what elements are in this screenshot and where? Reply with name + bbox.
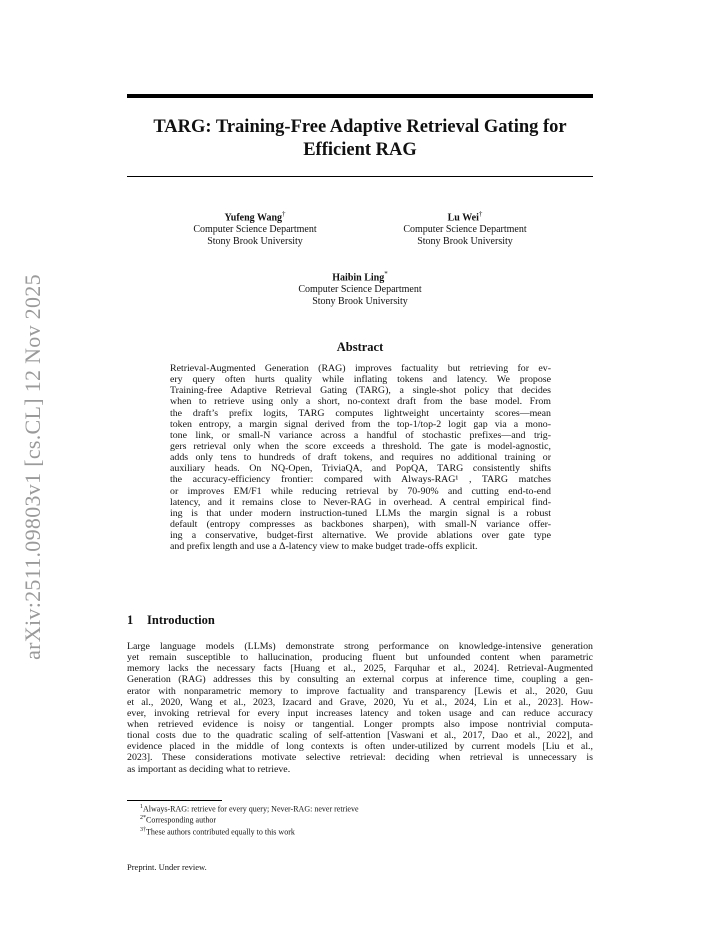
author-name: Lu Wei [447, 212, 479, 224]
footnote [140, 826, 580, 837]
abstract-line: ing a conservative, budget-first alternative. We provide ablations over gate type [170, 530, 551, 542]
section-title: Introduction [147, 613, 215, 627]
intro-line: ever, invoking retrieval for every input increases latency and token usage and can reduce accuracy [127, 707, 593, 719]
author-university: Stony Brook University [312, 296, 408, 308]
intro-line: Generation (RAG) addresses this by consulting an external corpus at inference time, coupling a gen- [127, 674, 593, 686]
intro-line: as important as deciding what to retrieve. [127, 763, 291, 775]
abstract-line: gers retrieval only when the score exceeds a threshold. The gate is model-agnostic, [170, 440, 551, 452]
author-block [385, 208, 545, 248]
author-mark: † [478, 210, 483, 218]
abstract-line: tone link, or small-N variance across a handful of stochastic prefixes—and trig- [170, 429, 551, 441]
abstract-body [170, 363, 551, 552]
footnote-text: These authors contributed equally to this work [146, 827, 295, 837]
section-heading [127, 613, 215, 628]
abstract-line: when to retrieve using only a short, no-context draft from the base model. From [170, 396, 551, 408]
abstract-line: or improves EM/F1 while reducing retrieval by 70-90% and cutting end-to-end [170, 485, 551, 497]
author-department: Computer Science Department [298, 284, 422, 296]
author-block [175, 208, 335, 248]
arxiv-id-text: arXiv:2511.09803v1 [cs.CL] 12 Nov 2025 [20, 274, 46, 660]
footnote-text: Always-RAG: retrieve for every query; Never-RAG: never retrieve [143, 804, 359, 814]
intro-line: evidence placed in the middle of long contexts is often under-utilized by current models [Liu et al., [127, 741, 593, 753]
abstract-line: auxiliary heads. On NQ-Open, TriviaQA, and PopQA, TARG consistently shifts [170, 463, 551, 475]
paper-title [127, 116, 593, 162]
footnote-mark: 1 [140, 804, 143, 810]
footnote [140, 803, 580, 814]
abstract-line: default (entropy compresses as backbones sharpen), with small-N variance offer- [170, 518, 551, 530]
abstract-line: ery query often hurts quality while inflating tokens and latency. We propose [170, 374, 551, 386]
author-mark: † [282, 210, 286, 218]
intro-line: yet remain susceptible to hallucination, producing fluent but unfounded content when parametric [127, 652, 593, 664]
author-university: Stony Brook University [207, 236, 303, 248]
footnote-mark: 3† [140, 826, 146, 833]
footnote-text: Corresponding author [146, 815, 216, 825]
abstract-line: ing is that under modern instruction-tuned LLMs the margin signal is a robust [170, 507, 551, 519]
footnotes [140, 803, 580, 837]
abstract-line: and prefix length and use a Δ-latency view to make budget trade-offs explicit. [170, 541, 478, 553]
intro-line: when retrieved evidence is noisy or tangential. Longer prompts also impose nontrivial computa- [127, 718, 593, 730]
author-name: Yufeng Wang [224, 212, 283, 224]
abstract-line: latency, and it remains close to Never-RAG in overhead. A central empirical find- [170, 496, 551, 508]
author-mark: * [384, 270, 388, 278]
author-department: Computer Science Department [403, 224, 527, 236]
intro-line: memory lacks the necessary facts [Huang et al., 2025, Farquhar et al., 2024]. Retrieval-Augmented [127, 663, 593, 675]
abstract-line: the draft’s prefix logits, TARG computes lightweight uncertainty scores—mean [170, 407, 551, 419]
section-number: 1 [127, 613, 134, 627]
intro-line: tional costs due to the quadratic scaling of self-attention [Vaswani et al., 2017, Dao et al., 2022], and [127, 730, 593, 742]
intro-line: 2023]. These considerations motivate selective retrieval: deciding when retrieval is unnecessary is [127, 752, 593, 764]
abstract-line: token entropy, a margin signal derived from the top-1/top-2 logit gap via a mono- [170, 418, 551, 430]
author-department: Computer Science Department [193, 224, 317, 236]
footnote-rule [127, 800, 222, 801]
preprint-note: Preprint. Under review. [127, 862, 207, 872]
title-bottom-rule [127, 176, 593, 177]
arxiv-identifier-stamp [18, 262, 48, 672]
author-name: Haibin Ling [332, 272, 385, 284]
introduction-body [127, 641, 593, 775]
title-line: TARG: Training-Free Adaptive Retrieval Gating for [153, 117, 567, 137]
intro-line: erator with nonparametric memory to improve factuality and transparency [Lewis et al., 2020, Guu [127, 685, 593, 697]
title-top-rule [127, 94, 593, 98]
abstract-heading: Abstract [336, 340, 384, 354]
author-university: Stony Brook University [417, 236, 513, 248]
footnote [140, 814, 580, 825]
author-block [280, 268, 440, 308]
intro-line: Large language models (LLMs) demonstrate strong performance on knowledge-intensive generation [127, 641, 593, 652]
abstract-line: adds only tens to hundreds of draft tokens, and requires no additional training or [170, 452, 551, 464]
abstract-line: Retrieval-Augmented Generation (RAG) improves factuality but retrieving for ev- [170, 363, 551, 374]
title-line: Efficient RAG [303, 140, 417, 160]
abstract-line: Training-free Adaptive Retrieval Gating (TARG), a single-shot policy that decides [170, 385, 551, 397]
intro-line: et al., 2020, Wang et al., 2023, Izacard and Grave, 2020, Yu et al., 2024, Lin et al., 2023]. How- [127, 696, 593, 708]
abstract-line: the accuracy-efficiency frontier: compared with Always-RAG¹ , TARG matches [170, 474, 551, 486]
footnote-mark: 2* [140, 815, 146, 822]
